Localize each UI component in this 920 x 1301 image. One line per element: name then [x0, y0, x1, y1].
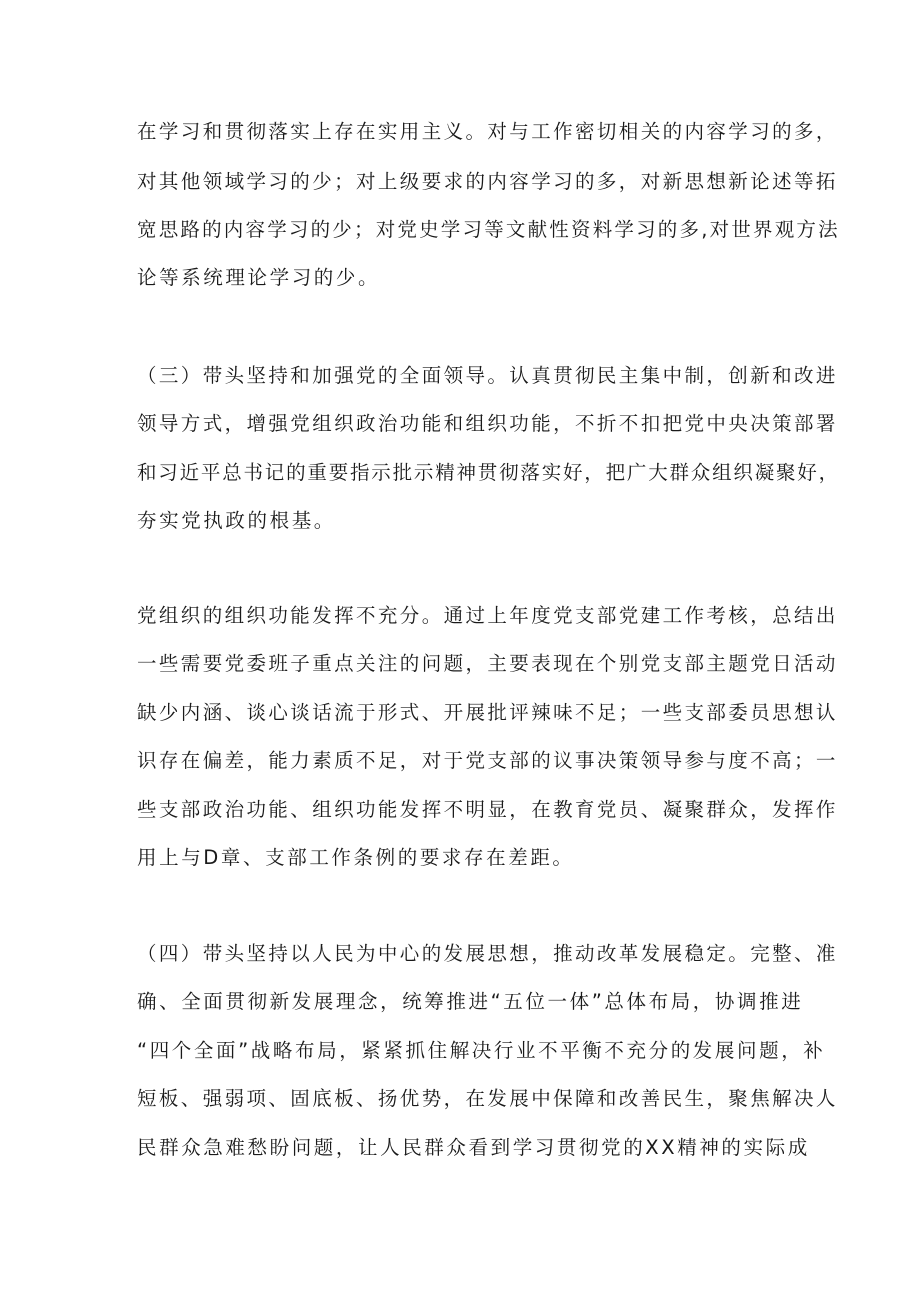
text-line: 确、全面贯彻新发展理念，统筹推进“五位一体”总体布局，协调推进	[137, 990, 804, 1013]
text-line: 些支部政治功能、组织功能发挥不明显，在教育党员、凝聚群众，发挥作	[137, 798, 838, 821]
text-line: 用上与D章、支部工作条例的要求存在差距。	[137, 846, 575, 869]
text-line: 对其他领域学习的少；对上级要求的内容学习的多，对新思想新论述等拓	[137, 170, 838, 193]
text-line: 在学习和贯彻落实上存在实用主义。对与工作密切相关的内容学习的多，	[137, 120, 838, 143]
text-line: 领导方式，增强党组织政治功能和组织功能，不折不扣把党中央决策部署	[137, 412, 838, 435]
text-line: 一些需要党委班子重点关注的问题，主要表现在个别党支部主题党日活动	[137, 652, 838, 675]
text-line: 民群众急难愁盼问题，让人民群众看到学习贯彻党的XX精神的实际成	[137, 1136, 810, 1159]
text-line: 宽思路的内容学习的少；对党史学习等文献性资料学习的多,对世界观方法	[137, 218, 840, 241]
text-line: 缺少内涵、谈心谈话流于形式、开展批评辣味不足；一些支部委员思想认	[137, 701, 838, 724]
text-line: 和习近平总书记的重要指示批示精神贯彻落实好，把广大群众组织凝聚好，	[137, 461, 840, 484]
text-line: 识存在偏差，能力素质不足，对于党支部的议事决策领导参与度不高；一	[137, 749, 838, 772]
section-heading-line: （四）带头坚持以人民为中心的发展思想，推动改革发展稳定。完整、准	[137, 942, 838, 965]
text-line: 论等系统理论学习的少。	[137, 266, 381, 289]
text-line: “四个全面”战略布局，紧紧抓住解决行业不平衡不充分的发展问题，补	[137, 1039, 826, 1062]
text-line: 夯实党执政的根基。	[137, 509, 336, 532]
text-line: 短板、强弱项、固底板、扬优势，在发展中保障和改善民生，聚焦解决人	[137, 1087, 838, 1110]
text-line: 党组织的组织功能发挥不充分。通过上年度党支部党建工作考核，总结出	[137, 604, 838, 627]
section-heading-line: （三）带头坚持和加强党的全面领导。认真贯彻民主集中制，创新和改进	[137, 364, 838, 387]
